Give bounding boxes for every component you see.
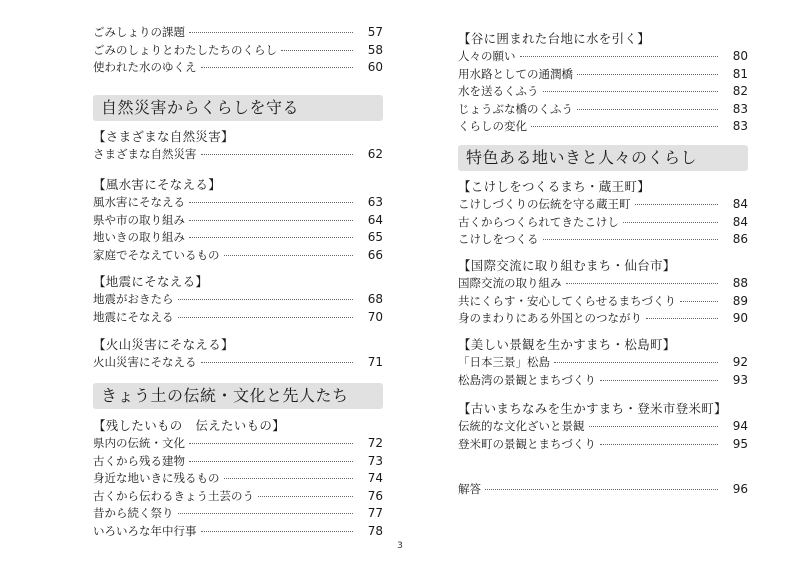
entry-label: 伝統的な文化ざいと景観 xyxy=(458,419,585,433)
leader-dots xyxy=(178,317,354,318)
group-title: 【国際交流に取り組むまち・仙台市】 xyxy=(458,258,676,273)
leader-dots xyxy=(577,74,718,75)
entry-page: 66 xyxy=(367,247,383,262)
toc-entry[interactable] xyxy=(93,212,383,230)
entry-page: 96 xyxy=(732,482,748,496)
leader-dots xyxy=(201,362,354,363)
leader-dots xyxy=(589,426,719,427)
toc-entry[interactable] xyxy=(93,354,383,372)
entry-page: 81 xyxy=(732,66,748,81)
toc-entry[interactable] xyxy=(93,229,383,247)
entry-page: 95 xyxy=(732,436,748,451)
leader-dots xyxy=(201,67,354,68)
entry-label: 地震がおきたら xyxy=(93,292,174,306)
entry-label: 風水害にそなえる xyxy=(93,195,185,209)
entry-page: 78 xyxy=(367,523,383,538)
entry-page: 90 xyxy=(732,311,748,325)
entry-page: 84 xyxy=(732,197,748,211)
entry-label: 「日本三景」松島 xyxy=(458,355,550,369)
toc-entry[interactable] xyxy=(458,275,748,293)
entry-page: 94 xyxy=(732,419,748,433)
leader-dots xyxy=(189,220,353,221)
entry-label: 地震にそなえる xyxy=(93,309,174,324)
toc-entry[interactable] xyxy=(93,24,383,42)
toc-entry[interactable] xyxy=(458,231,748,249)
toc-entry[interactable] xyxy=(93,247,383,265)
toc-entry[interactable] xyxy=(93,453,383,471)
leader-dots xyxy=(189,461,353,462)
entry-page: 83 xyxy=(732,119,748,133)
toc-group xyxy=(93,273,383,326)
leader-dots xyxy=(646,318,718,319)
entry-label: 使われた水のゆくえ xyxy=(93,60,197,74)
toc-entry[interactable] xyxy=(458,118,748,136)
entry-page: 84 xyxy=(732,214,748,229)
leader-dots xyxy=(224,255,354,256)
entry-label: 火山災害にそなえる xyxy=(93,355,197,369)
entry-label: 人々の願い xyxy=(458,49,516,63)
entry-page: 76 xyxy=(367,488,383,503)
leader-dots xyxy=(543,91,719,92)
group-title: 【地震にそなえる】 xyxy=(93,274,209,289)
leader-dots xyxy=(600,444,718,445)
leader-dots xyxy=(554,362,718,363)
toc-entry-answers[interactable] xyxy=(458,481,748,499)
leader-dots xyxy=(543,239,719,240)
entry-page: 72 xyxy=(367,436,383,450)
toc-entry[interactable] xyxy=(458,214,748,232)
leader-dots xyxy=(189,32,353,33)
section-header: きょう土の伝統・文化と先人たち xyxy=(93,383,383,409)
toc-group xyxy=(93,128,383,164)
entry-label: 松島湾の景観とまちづくり xyxy=(458,372,596,387)
toc-entry[interactable] xyxy=(458,418,748,436)
entry-label: 県内の伝統・文化 xyxy=(93,436,185,450)
entry-page: 92 xyxy=(732,355,748,369)
entry-label: 家庭でそなえているもの xyxy=(93,247,220,262)
toc-entry[interactable] xyxy=(458,101,748,119)
leader-dots xyxy=(635,204,719,205)
entry-page: 57 xyxy=(367,25,383,39)
entry-label: こけしづくりの伝統を守る蔵王町 xyxy=(458,197,631,211)
entry-page: 71 xyxy=(367,355,383,369)
entry-label: じょうぶな橋のくふう xyxy=(458,101,573,116)
entry-label: 身のまわりにある外国とのつながり xyxy=(458,311,642,325)
entry-page: 65 xyxy=(367,230,383,244)
entry-page: 89 xyxy=(732,293,748,308)
entry-label: 水を送るくふう xyxy=(458,84,539,98)
toc-group xyxy=(458,336,748,389)
toc-entry[interactable] xyxy=(93,59,383,77)
section-header: 自然災害からくらしを守る xyxy=(93,95,383,121)
entry-label: こけしをつくる xyxy=(458,232,539,246)
toc-group xyxy=(458,178,748,249)
toc-entry[interactable] xyxy=(93,146,383,164)
entry-page: 86 xyxy=(732,232,748,246)
group-title: 【火山災害にそなえる】 xyxy=(93,337,234,352)
leader-dots xyxy=(189,202,353,203)
toc-entry[interactable] xyxy=(458,354,748,372)
entry-label: いろいろな年中行事 xyxy=(93,523,197,538)
entry-label: 共にくらす・安心してくらせるまちづくり xyxy=(458,293,677,308)
answers-block xyxy=(458,481,748,499)
entry-page: 93 xyxy=(732,372,748,387)
entry-page: 74 xyxy=(367,471,383,485)
entry-label: 古くからつくられてきたこけし xyxy=(458,214,619,229)
entry-label: さまざまな自然災害 xyxy=(93,147,197,161)
leader-dots xyxy=(531,126,718,127)
toc-entry[interactable] xyxy=(458,436,748,454)
toc-group xyxy=(93,176,383,264)
toc-entry[interactable] xyxy=(93,291,383,309)
entry-label: 昔から続く祭り xyxy=(93,506,174,520)
entry-label: 地いきの取り組み xyxy=(93,230,185,244)
page-number: 3 xyxy=(397,541,403,551)
toc-entry[interactable] xyxy=(93,505,383,523)
group-title: 【古いまちなみを生かすまち・登米市登米町】 xyxy=(458,401,727,416)
leader-dots xyxy=(178,299,354,300)
entry-page: 68 xyxy=(367,292,383,306)
leader-dots xyxy=(520,56,719,57)
entry-label: 身近な地いきに残るもの xyxy=(93,471,220,485)
entry-label: 用水路としての通潤橋 xyxy=(458,66,573,81)
leader-dots xyxy=(600,380,718,381)
leader-dots xyxy=(224,478,354,479)
toc-entry[interactable] xyxy=(458,293,748,311)
toc-entry[interactable] xyxy=(458,310,748,328)
toc-entry[interactable] xyxy=(93,488,383,506)
section-header: 特色ある地いきと人々のくらし xyxy=(458,145,748,171)
entry-label: 古くから伝わるきょう土芸のう xyxy=(93,488,254,503)
toc-entry[interactable] xyxy=(93,435,383,453)
toc-group xyxy=(458,400,748,453)
leader-dots xyxy=(577,109,718,110)
toc-entry[interactable] xyxy=(93,194,383,212)
leader-dots xyxy=(281,50,353,51)
leader-dots xyxy=(623,222,718,223)
entry-page: 82 xyxy=(732,84,748,98)
group-title: 【美しい景観を生かすまち・松島町】 xyxy=(458,337,676,352)
leader-dots xyxy=(258,496,353,497)
entry-page: 73 xyxy=(367,453,383,468)
entry-label: くらしの変化 xyxy=(458,119,527,133)
toc-group xyxy=(93,417,383,540)
entry-page: 62 xyxy=(367,147,383,161)
entry-page: 64 xyxy=(367,212,383,227)
toc-group xyxy=(458,30,748,136)
leader-dots xyxy=(201,531,354,532)
group-title: 【谷に囲まれた台地に水を引く】 xyxy=(458,31,651,46)
entry-label: 県や市の取り組み xyxy=(93,212,185,227)
toc-entry[interactable] xyxy=(458,372,748,390)
toc-entry[interactable] xyxy=(93,470,383,488)
leader-dots xyxy=(189,443,353,444)
entry-page: 60 xyxy=(367,60,383,74)
entry-label: 国際交流の取り組み xyxy=(458,276,562,290)
leader-dots xyxy=(680,301,718,302)
entry-page: 80 xyxy=(732,49,748,63)
leader-dots xyxy=(201,154,354,155)
toc-group xyxy=(93,336,383,372)
leader-dots xyxy=(566,283,719,284)
leader-dots xyxy=(178,513,354,514)
top-entries xyxy=(93,24,383,77)
entry-page: 70 xyxy=(367,309,383,324)
toc-entry[interactable] xyxy=(93,309,383,327)
toc-entry[interactable] xyxy=(458,196,748,214)
entry-label: 登米町の景観とまちづくり xyxy=(458,436,596,451)
entry-page: 58 xyxy=(367,42,383,57)
entry-label: 古くから残る建物 xyxy=(93,453,185,468)
leader-dots xyxy=(485,489,718,490)
entry-page: 88 xyxy=(732,276,748,290)
entry-page: 77 xyxy=(367,506,383,520)
toc-entry[interactable] xyxy=(93,42,383,60)
group-title: 【風水害にそなえる】 xyxy=(93,177,222,192)
entry-page: 63 xyxy=(367,195,383,209)
entry-label: ごみしょりの課題 xyxy=(93,25,185,39)
group-title: 【こけしをつくるまち・蔵王町】 xyxy=(458,179,651,194)
leader-dots xyxy=(189,237,353,238)
toc-entry[interactable] xyxy=(458,66,748,84)
group-title: 【さまざまな自然災害】 xyxy=(93,129,234,144)
entry-label: 解答 xyxy=(458,482,481,496)
toc-group xyxy=(458,257,748,328)
toc-entry[interactable] xyxy=(458,83,748,101)
entry-page: 83 xyxy=(732,101,748,116)
group-title: 【残したいもの 伝えたいもの】 xyxy=(93,418,286,433)
toc-entry[interactable] xyxy=(458,48,748,66)
entry-label: ごみのしょりとわたしたちのくらし xyxy=(93,42,277,57)
toc-entry[interactable] xyxy=(93,523,383,541)
